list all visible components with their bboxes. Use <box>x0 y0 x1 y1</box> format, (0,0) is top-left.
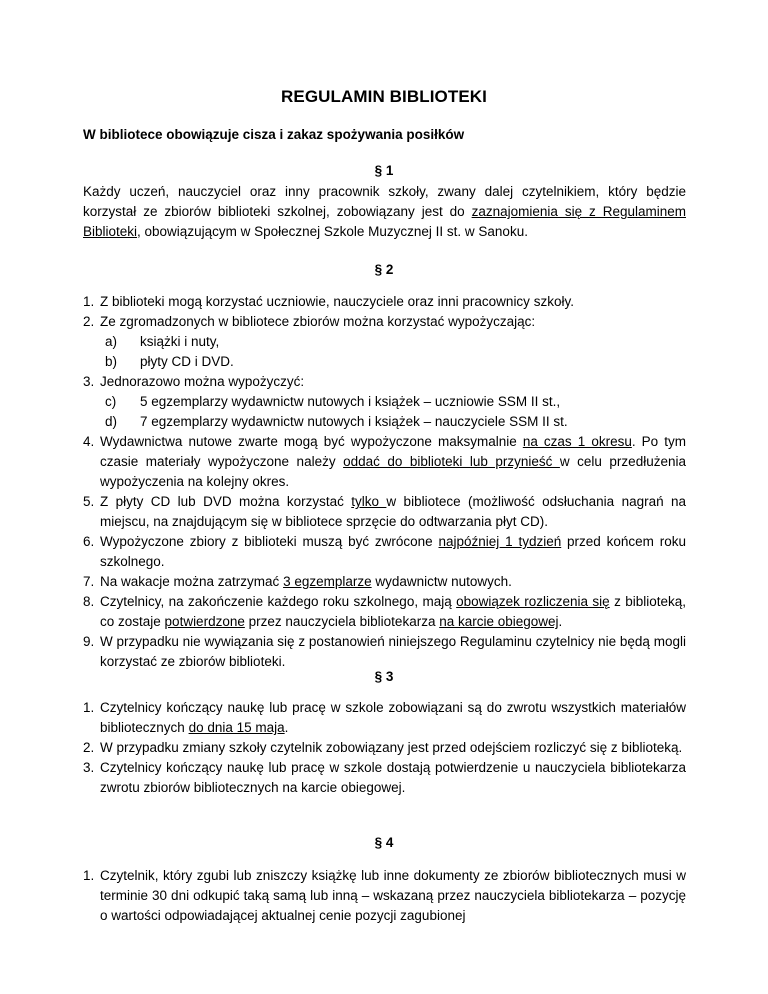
sub-list-item: c) 5 egzemplarzy wydawnictw nutowych i książek – uczniowie SSM II st., <box>105 394 561 409</box>
list-item: 2. W przypadku zmiany szkoły czytelnik zobowiązany jest przed odejściem rozliczyć się z biblioteką. <box>83 740 683 755</box>
section-3-list <box>83 698 686 798</box>
list-item: 5. Z płyty CD lub DVD można korzystać tylko w bibliotece (możliwość odsłuchania nagrań na miejscu, na znajdującym się w bibliotece sprzęcie do odtwarzania płyt CD). <box>83 494 687 529</box>
list-item: 7. Na wakacje można zatrzymać 3 egzemplarze wydawnictw nutowych. <box>83 574 512 589</box>
list-item: 6. Wypożyczone zbiory z biblioteki muszą być zwrócone najpóźniej 1 tydzień przed końcem roku szkolnego. <box>83 534 686 569</box>
list-item: 1. Z biblioteki mogą korzystać uczniowie, nauczyciele oraz inni pracownicy szkoły. <box>83 294 574 309</box>
list-item: 1. Czytelnicy kończący naukę lub pracę w szkole zobowiązani są do zwrotu wszystkich materiałów bibliotecznych do dnia 15 maja. <box>83 700 686 735</box>
list-item: 8. Czytelnicy, na zakończenie każdego roku szkolnego, mają obowiązek rozliczenia się z biblioteką, co zostaje potwierdzone przez nauczyciela bibliotekarza na karcie obiegowej. <box>83 594 687 629</box>
list-item: 4. Wydawnictwa nutowe zwarte mogą być wypożyczone maksymalnie na czas 1 okresu. Po tym czasie materiały wypożyczone należy oddać do biblioteki lub przynieść w celu przedłużenia wypożyczenia na kolejny okres. <box>83 434 687 489</box>
sub-list-item: b) płyty CD i DVD. <box>105 354 234 369</box>
list-item: 9. W przypadku nie wywiązania się z postanowień niniejszego Regulaminu czytelnicy nie będą mogli korzystać ze zbiorów biblioteki. <box>83 634 686 669</box>
section-1-paragraph: Każdy uczeń, nauczyciel oraz inny pracownik szkoły, zwany dalej czytelnikiem, który będzie korzystał ze zbiorów biblioteki szkolnej, zobowiązany jest do zaznajomienia się z Regulaminem Biblioteki, obowiązującym w Społecznej Szkole Muzycznej II st. w Sanoku. <box>83 184 686 239</box>
section-3-heading: § 3 <box>374 669 394 684</box>
section-4-heading: § 4 <box>374 835 394 850</box>
list-item: 1. Czytelnik, który zgubi lub zniszczy książkę lub inne dokumenty ze zbiorów bibliotecznych musi w terminie 30 dni odkupić taką samą lub inną – wskazaną przez nauczyciela bibliotekarza – pozycję o wartości odpowiadającej aktualnej cenie pozycji zagubionej <box>83 868 686 923</box>
section-1-heading: § 1 <box>374 163 394 178</box>
document-title: REGULAMIN BIBLIOTEKI <box>281 87 487 106</box>
document-subtitle: W bibliotece obowiązuje cisza i zakaz spożywania posiłków <box>83 127 465 142</box>
list-item: 3. Jednorazowo można wypożyczyć: c) 5 egzemplarzy wydawnictw nutowych i książek – uczniowie SSM II st., d) 7 egzemplarzy wydawnictw nutowych i książek – nauczyciele SSM II st. <box>83 372 686 432</box>
list-item: 2. Ze zgromadzonych w bibliotece zbiorów można korzystać wypożyczając: a) książki i nuty, b) płyty CD i DVD. <box>83 312 686 372</box>
section-2-list <box>83 292 686 672</box>
list-item: 3. Czytelnicy kończący naukę lub pracę w szkole dostają potwierdzenie u nauczyciela bibliotekarza zwrotu zbiorów bibliotecznych na karcie obiegowej. <box>83 760 686 795</box>
sub-list-item: d) 7 egzemplarzy wydawnictw nutowych i książek – nauczyciele SSM II st. <box>105 414 568 429</box>
sub-list-item: a) książki i nuty, <box>105 334 220 349</box>
section-2-heading: § 2 <box>374 262 394 277</box>
section-4-list <box>83 866 686 926</box>
